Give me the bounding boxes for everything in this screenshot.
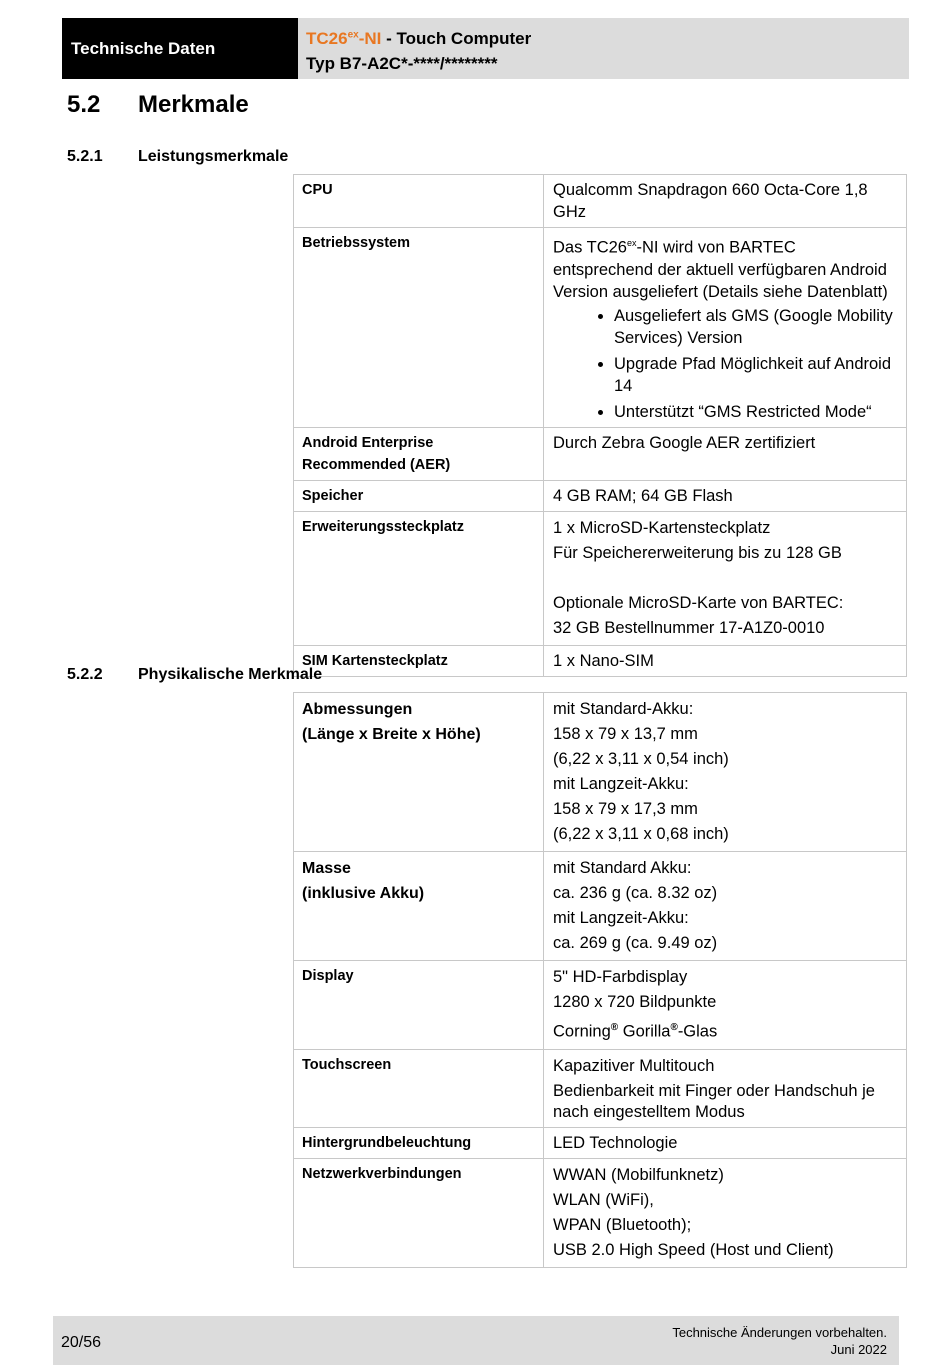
touchscreen-line: Bedienbarkeit mit Finger oder Handschuh je nach eingestelltem Modus — [553, 1081, 875, 1121]
table-row — [294, 852, 907, 961]
physical-table — [293, 692, 907, 1268]
mass-label-line: (inklusive Akku) — [302, 885, 425, 902]
os-text-sup: ex — [626, 238, 637, 248]
mass-label — [294, 852, 544, 961]
aer-value: Durch Zebra Google AER zertifiziert — [544, 427, 907, 480]
mass-value — [544, 852, 907, 961]
product-name-sup: ex — [347, 29, 359, 41]
display-glass-c: -Glas — [677, 1022, 718, 1041]
mass-line: ca. 269 g (ca. 9.49 oz) — [553, 934, 718, 952]
expansion-line: Optionale MicroSD-Karte von BARTEC: — [553, 593, 844, 612]
table-row — [294, 427, 907, 480]
subsection-title: Physikalische Merkmale — [138, 666, 323, 683]
dimensions-value — [544, 693, 907, 852]
mass-line: mit Langzeit-Akku: — [553, 909, 689, 927]
os-value — [544, 228, 907, 428]
display-glass-a: Corning — [553, 1022, 611, 1041]
subsection-title: Leistungsmerkmale — [138, 148, 289, 165]
touchscreen-label: Touchscreen — [294, 1049, 544, 1127]
dimensions-line: 158 x 79 x 13,7 mm — [553, 725, 698, 743]
dimensions-label-line: Abmessungen — [302, 701, 413, 718]
os-text-a: Das TC26 — [553, 238, 627, 257]
expansion-value — [544, 511, 907, 645]
registered-mark: ® — [670, 1022, 678, 1033]
product-type: Typ B7-A2C*-****/******** — [306, 54, 498, 73]
backlight-label: Hintergrundbeleuchtung — [294, 1127, 544, 1158]
expansion-line: 32 GB Bestellnummer 17-A1Z0-0010 — [553, 618, 825, 637]
product-description: - Touch Computer — [381, 29, 532, 48]
mass-line: mit Standard Akku: — [553, 859, 692, 877]
header-section-label — [62, 18, 298, 79]
touchscreen-value — [544, 1049, 907, 1127]
expansion-line: Für Speichererweiterung bis zu 128 GB — [553, 543, 842, 562]
spacer — [553, 566, 898, 591]
display-line — [553, 1015, 898, 1045]
network-value — [544, 1158, 907, 1267]
os-text-b: -NI wird von BARTEC entsprechend der aktuell verfügbaren Android Version ausgeliefert (Details siehe Datenblatt) — [553, 238, 888, 301]
cpu-value: Qualcomm Snapdragon 660 Octa-Core 1,8 GHz — [544, 175, 907, 228]
dimensions-line: (6,22 x 3,11 x 0,68 inch) — [553, 825, 729, 843]
subsection-number: 5.2.2 — [67, 666, 103, 683]
list-item: • Ausgeliefert als GMS (Google Mobility Services) Version — [614, 305, 898, 349]
footer-date: Juni 2022 — [830, 1342, 887, 1357]
table-row — [294, 961, 907, 1050]
os-bullet-list — [553, 305, 898, 423]
os-label: Betriebssystem — [294, 228, 544, 428]
subsection-heading-physical — [67, 666, 322, 684]
display-line: 5" HD-Farbdisplay — [553, 968, 688, 986]
aer-label: Android Enterprise Recommended (AER) — [294, 427, 544, 480]
expansion-line: 1 x MicroSD-Kartensteckplatz — [553, 518, 771, 537]
sim-value: 1 x Nano-SIM — [544, 645, 907, 676]
section-heading — [67, 91, 249, 119]
page-number: 20/56 — [61, 1334, 102, 1351]
table-row — [294, 1049, 907, 1127]
touchscreen-line: Kapazitiver Multitouch — [553, 1056, 715, 1075]
header-product-line — [306, 26, 909, 51]
os-description — [553, 232, 898, 303]
network-line: USB 2.0 High Speed (Host und Client) — [553, 1240, 834, 1259]
memory-label: Speicher — [294, 480, 544, 511]
header-product — [298, 18, 909, 79]
mass-label-line: Masse — [302, 860, 351, 877]
display-line: 1280 x 720 Bildpunkte — [553, 993, 717, 1011]
table-row — [294, 511, 907, 645]
product-name-suffix: -NI — [358, 29, 382, 48]
table-row — [294, 693, 907, 852]
memory-value: 4 GB RAM; 64 GB Flash — [544, 480, 907, 511]
header-section-text: Technische Daten — [71, 39, 216, 58]
performance-table — [293, 174, 907, 677]
list-item: • Unterstützt “GMS Restricted Mode“ — [614, 401, 898, 423]
backlight-value: LED Technologie — [544, 1127, 907, 1158]
table-row — [294, 480, 907, 511]
cpu-label: CPU — [294, 175, 544, 228]
display-label: Display — [294, 961, 544, 1050]
network-line: WWAN (Mobilfunknetz) — [553, 1165, 724, 1184]
table-row — [294, 228, 907, 428]
section-title: Merkmale — [138, 91, 249, 118]
registered-mark: ® — [610, 1022, 619, 1033]
subsection-number: 5.2.1 — [67, 148, 103, 165]
display-value — [544, 961, 907, 1050]
network-line: WPAN (Bluetooth); — [553, 1215, 692, 1234]
dimensions-line: mit Langzeit-Akku: — [553, 775, 689, 793]
table-row — [294, 645, 907, 676]
footer-note — [672, 1324, 887, 1358]
dimensions-line: (6,22 x 3,11 x 0,54 inch) — [553, 750, 729, 768]
table-row — [294, 1127, 907, 1158]
dimensions-line: mit Standard-Akku: — [553, 700, 694, 718]
dimensions-label — [294, 693, 544, 852]
network-line: WLAN (WiFi), — [553, 1190, 654, 1209]
network-label: Netzwerkverbindungen — [294, 1158, 544, 1267]
footer-disclaimer: Technische Änderungen vorbehalten. — [672, 1325, 887, 1340]
product-name-prefix: TC26 — [306, 29, 348, 48]
section-number: 5.2 — [67, 91, 101, 118]
display-glass-b: Gorilla — [618, 1022, 671, 1041]
table-row — [294, 1158, 907, 1267]
list-item: • Upgrade Pfad Möglichkeit auf Android 14 — [614, 353, 898, 397]
dimensions-line: 158 x 79 x 17,3 mm — [553, 800, 698, 818]
mass-line: ca. 236 g (ca. 8.32 oz) — [553, 884, 718, 902]
table-row — [294, 175, 907, 228]
page-footer — [53, 1316, 899, 1365]
expansion-label: Erweiterungssteckplatz — [294, 511, 544, 645]
subsection-heading-performance — [67, 148, 288, 166]
dimensions-label-line: (Länge x Breite x Höhe) — [302, 726, 481, 743]
sim-label: SIM Kartensteckplatz — [294, 645, 544, 676]
